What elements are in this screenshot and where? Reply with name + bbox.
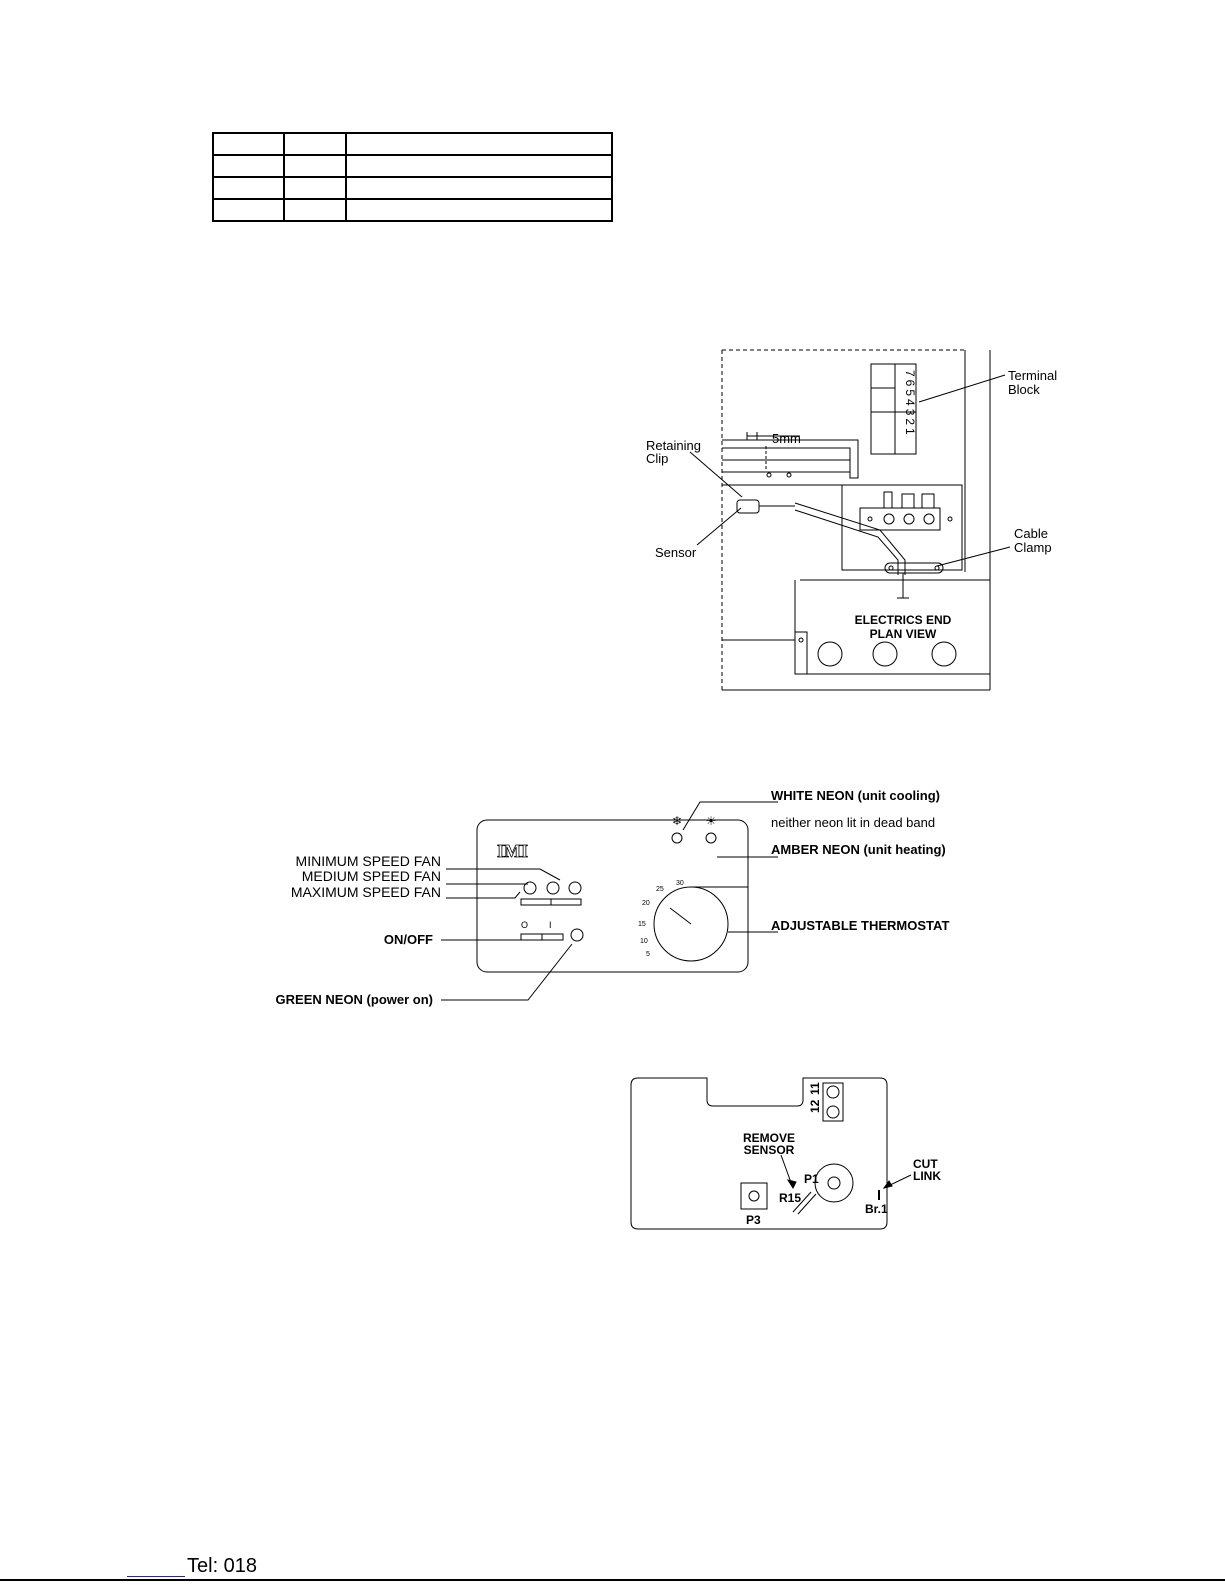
plan-view-title-2: PLAN VIEW	[869, 627, 937, 641]
retaining-clip-label-2: Clip	[646, 451, 669, 466]
dimension-label: 5mm	[772, 431, 801, 446]
dial-value-10: 10	[640, 938, 648, 945]
terminal-numbers: 7654321	[903, 370, 917, 438]
br1-label: Br.1	[865, 1202, 888, 1216]
control-panel-labels	[276, 788, 950, 1007]
cable-clamp-label-2: Clamp	[1014, 540, 1052, 555]
cut-link-label-1: CUT	[913, 1157, 938, 1171]
plan-view-title-1: ELECTRICS END	[854, 613, 952, 627]
dial-value-30: 30	[676, 880, 684, 887]
cable-clamp-label-1: Cable	[1014, 526, 1048, 541]
fan-med-button	[547, 882, 559, 894]
dial-value-5: 5	[646, 951, 650, 958]
remove-sensor-label-2: SENSOR	[743, 1143, 795, 1157]
p3-label: P3	[746, 1213, 761, 1227]
plan-view-diagram	[690, 350, 1010, 690]
remove-sensor-label-1: REMOVE	[742, 1131, 796, 1145]
switch-on-mark: I	[549, 920, 552, 930]
green-neon-label: GREEN NEON (power on)	[275, 992, 433, 1007]
green-neon-lamp	[571, 929, 583, 941]
min-speed-fan-label: MINIMUM SPEED FAN	[295, 853, 441, 869]
sensor-label: Sensor	[655, 545, 697, 560]
dead-band-label: neither neon lit in dead band	[771, 815, 936, 830]
imi-logo: IMI	[497, 841, 528, 861]
fan-max-button	[569, 882, 581, 894]
footer-rule	[0, 1579, 1225, 1581]
max-speed-fan-label: MAXIMUM SPEED FAN	[290, 884, 441, 900]
on-off-label: ON/OFF	[383, 932, 433, 947]
r15-label: R15	[779, 1191, 802, 1205]
footer-telephone: Tel: 018	[187, 1555, 258, 1577]
switch-off-mark: O	[521, 920, 529, 930]
cut-link-label-2: LINK	[913, 1169, 941, 1183]
plan-view-labels	[646, 368, 1057, 641]
thermostat-label: ADJUSTABLE THERMOSTAT	[771, 918, 950, 933]
dial-value-20: 20	[642, 900, 650, 907]
med-speed-fan-label: MEDIUM SPEED FAN	[301, 868, 441, 884]
amber-neon-label: AMBER NEON (unit heating)	[771, 842, 946, 857]
terminal-12-label: 12	[808, 1099, 822, 1113]
terminal-block-label-1: Terminal	[1008, 368, 1058, 383]
sun-icon: ☀	[705, 814, 717, 828]
control-panel-diagram	[441, 802, 778, 1000]
snowflake-icon: ❄	[671, 814, 683, 828]
white-neon-label: WHITE NEON (unit cooling)	[771, 788, 940, 803]
dial-value-15: 15	[638, 921, 646, 928]
retaining-clip-label-1: Retaining	[646, 438, 701, 453]
pcb-labels	[743, 1082, 941, 1227]
dial-value-25: 25	[656, 886, 664, 893]
p1-label: P1	[804, 1172, 819, 1186]
terminal-11-label: 11	[808, 1082, 822, 1095]
footer-link-underline[interactable]	[127, 1576, 185, 1577]
terminal-block-label-2: Block	[1008, 382, 1040, 397]
control-panel-icons	[521, 814, 716, 958]
